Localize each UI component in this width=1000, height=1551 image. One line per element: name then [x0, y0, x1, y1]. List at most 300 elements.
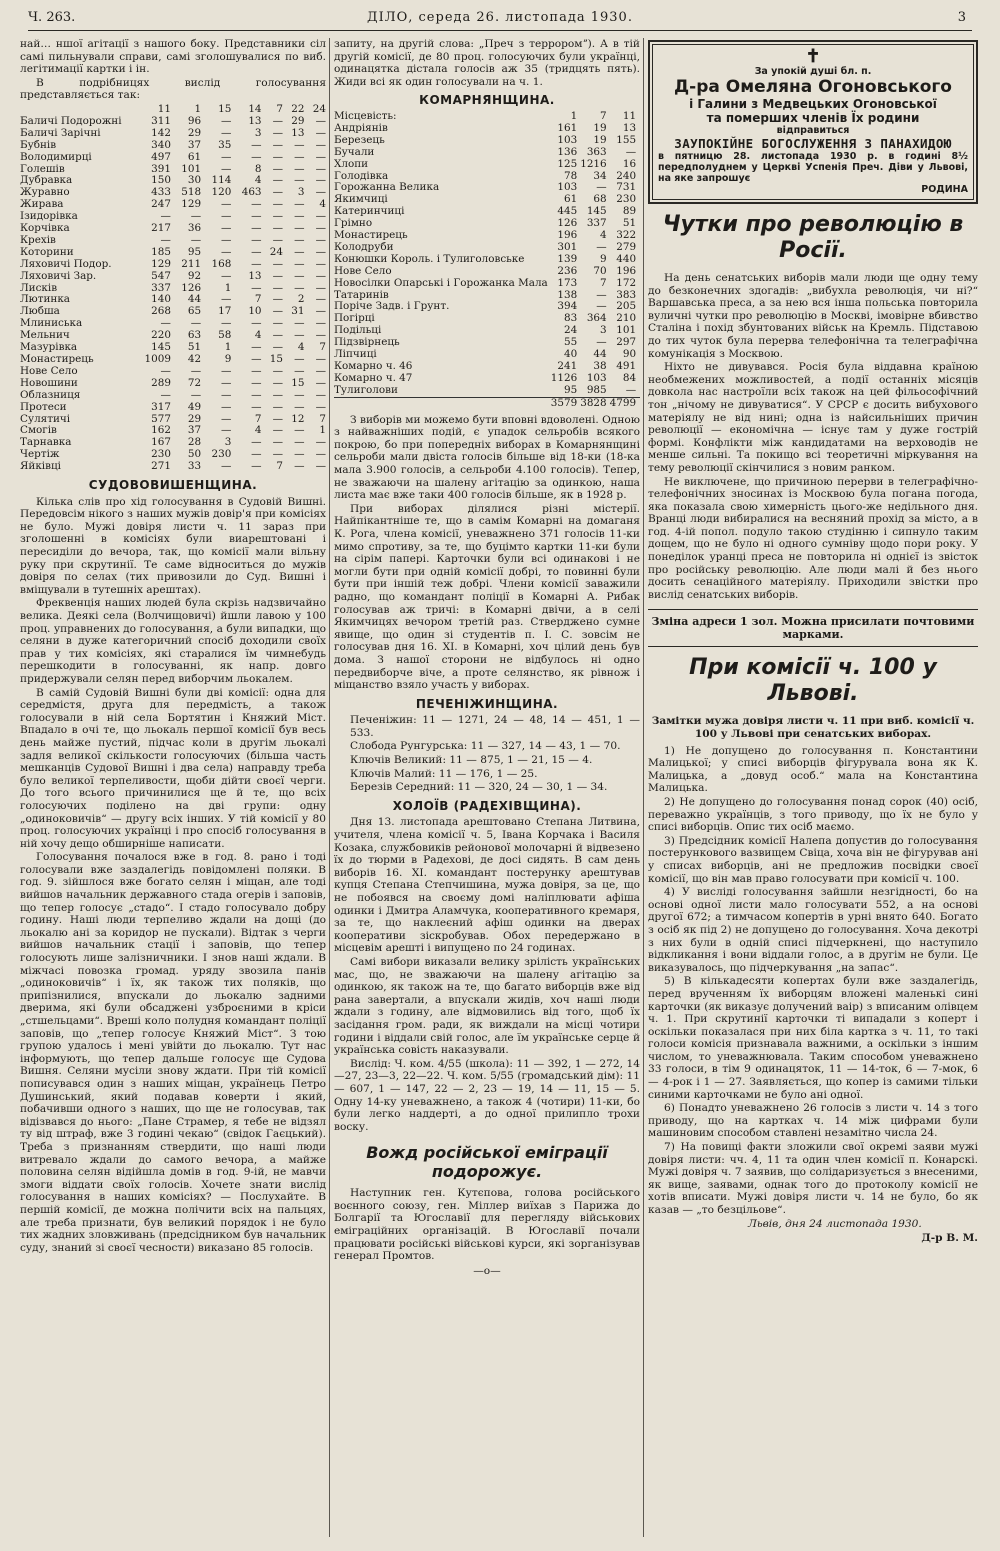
vote-count-cell [636, 111, 640, 123]
obit-intro: За упокій душі бл. п. [754, 66, 872, 77]
vote-count-cell: 301 [557, 240, 578, 253]
column-3 [648, 38, 978, 1539]
vote-count-cell: 167 [151, 436, 171, 449]
vote-count-cell: — [294, 198, 305, 211]
vote-count-cell: 101 [616, 324, 637, 337]
section-title: ПЕЧЕНІЖИНЩИНА. [415, 696, 559, 711]
table-row [334, 123, 640, 135]
vote-count-cell: — [294, 257, 305, 270]
place-name-cell: Чертіж [20, 449, 60, 461]
vote-count-cell: 230 [616, 193, 637, 206]
vote-count-cell: — [625, 383, 637, 396]
vote-count-cell: 9 [224, 353, 232, 365]
vote-count-cell [636, 313, 640, 325]
place-name-cell: Журавно [20, 187, 70, 199]
vote-count-cell: — [294, 460, 305, 473]
vote-count-cell [636, 194, 640, 206]
vote-count-cell: 78 [563, 169, 578, 182]
vote-count-cell: 240 [616, 169, 637, 182]
place-name-cell: Лисків [20, 282, 58, 294]
vote-count-cell: — [272, 436, 284, 449]
vote-count-cell: — [315, 388, 326, 401]
vote-count-cell: 37 [187, 424, 202, 437]
place-name-cell: Татаринів [334, 289, 389, 301]
table-row [20, 271, 326, 283]
vote-count-cell: — [315, 400, 326, 413]
vote-count-cell: 29 [187, 412, 202, 425]
vote-count-cell: 364 [586, 312, 607, 325]
vote-count-cell: 114 [211, 174, 232, 187]
place-name-cell: Комарно ч. 47 [334, 372, 413, 384]
vote-count-cell: — [315, 281, 326, 294]
vote-count-cell: 15 [218, 102, 232, 115]
vote-count-cell: 138 [557, 288, 578, 301]
vote-count-cell: — [220, 400, 232, 413]
vote-count-cell: — [315, 436, 326, 449]
table-row [20, 461, 326, 473]
vote-count-cell: 7 [600, 276, 607, 289]
page-number: 3 [957, 10, 966, 25]
place-name-cell: Катеринчиці [334, 206, 405, 218]
column-1 [20, 38, 326, 1539]
vote-count-cell: 17 [218, 305, 232, 318]
vote-count-cell: 83 [563, 312, 578, 325]
vote-count-cell: — [251, 281, 262, 294]
vote-count-cell: — [220, 388, 232, 401]
table-row [334, 135, 640, 147]
place-name-cell: Мазурівка [20, 342, 78, 354]
vote-count-cell: — [160, 210, 171, 223]
vote-count-cell: 161 [557, 121, 578, 134]
result-line: Слобода Рунгурська: 11 — 327, 14 — 43, 1 — 70. [350, 740, 621, 753]
vote-count-cell [636, 254, 640, 266]
vote-count-cell: — [294, 269, 305, 282]
vote-count-cell: — [251, 353, 262, 365]
vote-count-cell: — [315, 162, 326, 175]
cross-icon: ✝ [805, 46, 821, 67]
place-name-cell: Крехів [20, 234, 56, 246]
vote-count-cell: 38 [593, 360, 607, 372]
column-2 [334, 38, 640, 1539]
vote-count-cell: — [315, 150, 326, 163]
result-line: Березів Середний: 11 — 320, 24 — 30, 1 — 34. [350, 781, 608, 794]
vote-count-cell: — [272, 233, 284, 246]
article-headline: Чутки про революцію в Росії. [662, 212, 964, 263]
vote-count-cell [636, 147, 640, 159]
vote-count-cell: — [315, 245, 326, 258]
obit-name-1: Д-ра Омеляна Огоновського [674, 77, 952, 97]
paragraph: 3) Предсідник комісії Налепа допустив до голосування постерункового вазвищем Свіца, хоча він не фігурував ані у списах виборців, ані не предложив посвідки своєї комісії, що він мав право голосувати при комісії ч. 100. [648, 834, 978, 885]
obituary-notice [648, 40, 978, 204]
vote-count-cell: — [220, 269, 232, 282]
vote-count-cell: 7 [276, 460, 284, 473]
vote-count-cell [636, 230, 640, 242]
vote-count-cell: — [315, 138, 326, 151]
vote-count-cell: — [294, 436, 305, 449]
vote-count-cell: 95 [187, 245, 202, 258]
vote-count-cell: — [272, 293, 284, 306]
place-name-cell: Нове Село [334, 265, 392, 277]
vote-count-cell: 61 [187, 150, 202, 163]
vote-count-cell: 72 [187, 376, 202, 389]
vote-count-cell: 126 [181, 281, 202, 294]
table-row [334, 147, 640, 159]
end-mark: —о— [473, 1264, 501, 1277]
place-name-cell: Володимирці [20, 151, 92, 163]
paragraph: запиту, на другій слова: „Преч з терроромˮ). А в тій другій комісії, де 80 проц. голосуючих були українці, одинацятка дістала голосів аж 35 (тридцять пять). Жиди всі як один голосували на ч. 1. [334, 38, 640, 88]
vote-count-cell: 322 [616, 229, 637, 242]
vote-count-cell: 1 [570, 109, 578, 122]
article-headline: При комісії ч. 100 у Львові. [689, 655, 937, 707]
vote-count-cell: 9 [600, 252, 607, 265]
vote-count-cell: — [315, 448, 326, 461]
place-name-cell: Яйківці [20, 461, 61, 473]
vote-count-cell: 317 [151, 400, 171, 413]
vote-count-cell: — [596, 181, 607, 194]
place-name-cell [334, 397, 548, 409]
table-row [20, 128, 326, 140]
vote-count-cell: 2 [297, 293, 305, 306]
place-name-cell: Ляховичі Зар. [20, 270, 97, 282]
place-name-cell: Нове Село [20, 365, 78, 377]
vote-count-cell: 1 [224, 281, 232, 294]
place-name-cell: Новошини [20, 377, 78, 389]
place-name-cell: Дубравка [20, 175, 73, 187]
vote-count-cell: 289 [151, 376, 171, 389]
vote-count-cell: — [251, 257, 262, 270]
vote-count-cell: 391 [151, 162, 171, 175]
place-name-cell: Березець [334, 134, 385, 146]
result-line: Ключів Великий: 11 — 875, 1 — 21, 15 — 4. [350, 754, 593, 767]
vote-count-cell: 58 [218, 329, 232, 342]
table-row [334, 397, 640, 409]
place-name-cell: Місцевість: [334, 110, 397, 122]
table-row [334, 385, 640, 397]
table-row [20, 116, 326, 128]
vote-count-cell: — [294, 174, 305, 187]
vote-count-cell: 7 [319, 412, 326, 425]
vote-count-cell: — [251, 245, 262, 258]
place-name-cell: Мельнич [20, 330, 70, 342]
vote-count-cell: 3 [254, 126, 262, 139]
vote-count-cell: — [315, 293, 326, 306]
vote-count-cell [636, 218, 640, 230]
vote-count-cell: — [315, 174, 326, 187]
place-name-cell: Погірці [334, 313, 375, 325]
place-name-cell: Облазниця [20, 389, 81, 401]
vote-count-cell: — [272, 186, 284, 199]
place-name-cell: Поріче Задв. і Грунт. [334, 301, 450, 313]
place-name-cell: Колодруби [334, 241, 394, 253]
vote-count-cell: — [315, 364, 326, 377]
result-line: Печеніжин: 11 — 1271, 24 — 48, 14 — 451, 1 — 533. [350, 714, 640, 739]
place-name-cell: Ізидорівка [20, 211, 78, 223]
table-row [20, 247, 326, 259]
vote-count-cell [636, 123, 640, 135]
vote-count-cell: 31 [291, 305, 305, 318]
vote-count-cell: — [272, 269, 284, 282]
vote-count-cell: — [251, 222, 262, 235]
vote-count-cell: 68 [593, 193, 607, 206]
vote-count-cell: 337 [586, 217, 607, 230]
vote-count-cell: 577 [151, 412, 171, 425]
vote-count-cell: 61 [563, 193, 578, 206]
vote-count-cell: 196 [557, 229, 578, 242]
place-name-cell: Подільці [334, 325, 382, 337]
paragraph: 1) Не допущено до голосування п. Константини Малицької; у списі виборців фігурувала вона як К. Малицька, а „довуд особ.“ мала на Константина Малицька. [648, 744, 978, 795]
vote-count-cell: — [315, 222, 326, 235]
vote-count-cell: 247 [151, 198, 171, 211]
vote-count-cell: — [272, 305, 284, 318]
vote-count-cell: — [315, 114, 326, 127]
vote-count-cell: 491 [616, 360, 637, 372]
vote-count-cell: — [272, 400, 284, 413]
vote-count-cell: — [272, 198, 284, 211]
vote-count-cell: — [272, 257, 284, 270]
vote-count-cell: — [272, 376, 284, 389]
place-name-cell: Андріянів [334, 122, 388, 134]
vote-count-cell: 150 [151, 174, 171, 187]
vote-count-cell: 7 [276, 102, 284, 115]
vote-count-cell: — [272, 424, 284, 437]
results-table-1 [20, 104, 326, 473]
vote-count-cell: 22 [291, 102, 305, 115]
vote-count-cell [636, 266, 640, 278]
vote-count-cell: 7 [319, 341, 326, 354]
vote-count-cell: 24 [312, 102, 326, 115]
paragraph: 7) На повищі факти зложили свої окремі заяви мужі довіря листи: чч. 4, 11 та один член комісії п. Конарскі. Мужі довіря ч. 7 заявив, що солідаризується з внесеними, як вище, заявами, однак того до протоколу комісії не хотів вписати. Мужі довіря листи ч. 14 не було, бо як казав — „то безцільове“. [648, 1141, 978, 1216]
vote-count-cell: 139 [557, 252, 578, 265]
results-table-2 [334, 111, 640, 410]
vote-count-cell: 1 [224, 341, 232, 354]
vote-count-cell: 8 [254, 162, 262, 175]
vote-count-cell: — [220, 245, 232, 258]
vote-count-cell: 311 [151, 114, 171, 127]
vote-count-cell: — [220, 222, 232, 235]
vote-count-cell: — [315, 186, 326, 199]
vote-count-cell: 90 [622, 348, 637, 361]
vote-count-cell: — [272, 281, 284, 294]
vote-count-cell: 7 [600, 109, 607, 122]
vote-count-cell: 51 [187, 341, 202, 354]
vote-count-cell: — [160, 233, 171, 246]
vote-count-cell: 103 [586, 371, 607, 384]
vote-count-cell: — [294, 364, 305, 377]
vote-count-cell: 731 [616, 181, 637, 194]
vote-count-cell: — [294, 400, 305, 413]
place-name-cell [20, 104, 132, 116]
place-name-cell: Протеси [20, 401, 67, 413]
newspaper-dateline: ДІЛО, середа 26. листопада 1930. [367, 10, 633, 25]
table-row [20, 378, 326, 390]
result-line: Ключів Малий: 11 — 176, 1 — 25. [350, 767, 538, 780]
vote-count-cell: 1 [319, 424, 326, 437]
paragraph: В подрібницях вислід голосування представляється так: [20, 76, 326, 102]
table-row [334, 278, 640, 290]
vote-count-cell: 49 [187, 400, 202, 413]
vote-count-cell: 136 [557, 145, 578, 158]
vote-count-cell: 1009 [144, 353, 171, 365]
table-row [334, 171, 640, 183]
vote-count-cell: 129 [151, 257, 171, 270]
vote-count-cell: 4 [319, 198, 326, 211]
vote-count-cell: — [251, 460, 262, 473]
column-rule [329, 38, 330, 1537]
vote-count-cell: 196 [616, 264, 637, 277]
paragraph: Голосування почалося вже в год. 8. рано і тоді голосували вже заздалегідь повідомлені поляки. В год. 9. зійшлося вже богато селян і міщан, але тоді вийшов начальник державного стада огерів і заповів, що тепер голосує „стадо“. І стадо голосувало добру годину. Наші люди терпеливо ждали на дощі (до льокалю ані за коридор не пускали). Відтак з черги вийшов начальник стації і заповів, що тепер голосують лише залізничники. І знов наші ждали. В міжчасі повозка громад. уряду звозила панів „одиноковичів“ і їх, як також тих поляків, що припізнилися, впускали до льокалю задними дверима, які були обсаджені узброєними в кріси „стшельцами“. Вреші коло полудня командант поліції заповів, що „тепер голосує Княжий Міст“. З тою групою удалось і мені увійти до льокалю. Тут нас інформують, що тепер дальше голосує ще Судова Вишня. Селяни мусіли знову ждати. При тій комісії пописувався один з наших міщан, українець Петро Душинський, який подавав коверти і який, побачивши одного з наших, що ще не голосував, так відізвався до нього: „Пане Страмер, я тебе не відзял ту від штраф, вже 3 годині чекаю“ (свідок Гаєцький). Треба з признанням ствердити, що наші люди витревало ждали до самого вечора, а майже половина селян відійшла домів в год. 9-ій, не мавчи змоги віддати своїх голосів. Хочете знати вислід голосування в наших комісіях? — Послухайте. В першій комісії, де можна полічити всіх на пальцях, але треба признати, був великий порядок і не було тих жадних зловживань (предсідником був начальник суду, знаний зі своєї чесности) виказано 85 голосів. [20, 851, 326, 1254]
vote-count-cell: — [294, 233, 305, 246]
vote-count-cell: — [272, 329, 284, 342]
vote-count-cell: 10 [248, 305, 262, 318]
vote-count-cell: 433 [151, 186, 171, 199]
vote-count-cell: — [272, 412, 284, 425]
vote-count-cell: 126 [557, 217, 578, 230]
section-title: ХОЛОЇВ (РАДЕХІВЩИНА). [392, 798, 582, 813]
vote-count-cell: 96 [187, 114, 202, 127]
vote-count-cell: 33 [187, 460, 202, 473]
place-name-cell: Смогів [20, 425, 57, 437]
table-row [334, 290, 640, 302]
vote-count-cell: 241 [557, 360, 578, 372]
vote-count-cell: 271 [151, 460, 171, 473]
vote-count-cell: 24 [269, 245, 284, 258]
vote-count-cell: 518 [181, 186, 202, 199]
vote-count-cell [636, 171, 640, 183]
vote-count-cell: — [251, 448, 262, 461]
vote-count-cell: 155 [616, 133, 637, 146]
vote-count-cell: — [220, 150, 232, 163]
vote-count-cell: — [315, 210, 326, 223]
vote-count-cell: — [315, 329, 326, 342]
vote-count-cell: — [190, 233, 202, 246]
vote-count-cell: — [272, 341, 284, 354]
vote-count-cell: — [315, 460, 326, 473]
vote-count-cell: 29 [187, 126, 202, 139]
column-rule [643, 38, 644, 1537]
vote-count-cell: 463 [241, 186, 262, 199]
paragraph: най… ншої агітації з нашого боку. Представники сіл самі пильнували справи, самі зголошувалися по виб. легітимації картки і ін. [20, 38, 326, 76]
vote-count-cell: — [220, 376, 232, 389]
vote-count-cell: — [220, 460, 232, 473]
vote-count-cell: 217 [151, 222, 171, 235]
paragraph: Ніхто не дивувався. Росія була віддавна країною необмежених можливостей, а події останніх місяців довкола нас настроїли всіх також на цей фільософічний тон „нічому не дивуватися“. У СРСР є досить вибухового матеріялу не від нині; одна із найсильніших причин революції — економічна — існує там у дуже гострій формі. Конфлікти між кандидатами на верховодів не менше сильні. Та покищо всі теоретичні міркування на тему революції скінчилися з новим ранком. [648, 361, 978, 474]
place-name-cell: Бубнів [20, 139, 57, 151]
vote-count-cell: 44 [593, 348, 607, 361]
vote-count-cell: 63 [187, 329, 202, 342]
vote-count-cell: 13 [248, 269, 262, 282]
vote-count-cell: — [272, 448, 284, 461]
vote-count-cell: — [272, 150, 284, 163]
vote-count-cell: — [251, 150, 262, 163]
vote-count-cell: 55 [563, 336, 578, 349]
vote-count-cell: — [251, 341, 262, 354]
table-row [334, 266, 640, 278]
vote-count-cell: 3 [600, 324, 607, 337]
vote-count-cell: 12 [291, 412, 305, 425]
table-row [334, 254, 640, 266]
place-name-cell: Голодівка [334, 170, 389, 182]
vote-count-cell: 1 [194, 102, 202, 115]
vote-count-cell: 11 [622, 109, 637, 122]
vote-count-cell: 394 [557, 300, 578, 313]
vote-count-cell: — [220, 424, 232, 437]
vote-count-cell: 92 [187, 269, 202, 282]
vote-count-cell: 13 [248, 114, 262, 127]
vote-count-cell: 7 [254, 293, 262, 306]
vote-count-cell: — [220, 364, 232, 377]
address-change-notice: Зміна адреси 1 зол. Можна присилати почтовими марками. [648, 609, 978, 647]
vote-count-cell: — [272, 364, 284, 377]
paragraph: Самі вибори виказали велику зрілість українських мас, що, не зважаючи на шалену агітацію за одинкою, як також на те, що багато виборців вже від рана завертали, а впускали жидів, хоч наші люди ждали з годину, але відмовились від того, щоб їх засідання гром. ради, як виждали на місці чотири години і віддали свій голос, але їм українське серце й українська совість наказували. [334, 955, 640, 1057]
vote-count-cell: — [294, 317, 305, 330]
vote-count-cell: 268 [151, 305, 171, 318]
place-name-cell: Лютинка [20, 294, 71, 306]
vote-count-cell: — [294, 281, 305, 294]
vote-count-cell: 24 [563, 324, 578, 337]
vote-count-cell: 440 [616, 252, 637, 265]
vote-count-cell: — [315, 257, 326, 270]
vote-count-cell: 297 [616, 336, 637, 349]
vote-count-cell: 19 [593, 121, 607, 134]
vote-count-cell: 29 [291, 114, 305, 127]
vote-count-cell: — [294, 222, 305, 235]
vote-count-cell: 383 [616, 288, 637, 301]
paragraph: З виборів ми можемо бути вповні вдоволені. Одною з найважніших подій, є упадок сельробів всякого покрою, бо при попередніх виборах в Комарнянщині сельроби мали двіста голосів більше від 18-ки (18-ка мала 3.900 голосів, а сельроби 4.100 голосів). Тепер, не зважаючи на шалену агітацію за одинкою, наша листа має вже таки 400 голосів більше, як в 1928 р. [334, 413, 640, 502]
vote-count-cell: — [315, 317, 326, 330]
vote-count-cell: — [251, 364, 262, 377]
obit-details: в пятницю 28. листопада 1930 р. в годині 8½ передполуднем у Церкві Успенія Преч. Діви у Львові, на яке запрошує [658, 151, 968, 184]
vote-count-cell: — [220, 293, 232, 306]
vote-count-cell: 4 [254, 424, 262, 437]
vote-count-cell: — [596, 288, 607, 301]
vote-count-cell: 140 [151, 293, 171, 306]
vote-count-cell: — [220, 114, 232, 127]
place-name-cell: Монастирець [334, 230, 408, 242]
place-name-cell: Новосілки Опарські і Горожанка Мала [334, 277, 548, 289]
paragraph: 6) Понадто уневажнено 26 голосів з листи ч. 14 з того приводу, що на картках ч. 14 між цифрами були машиновим способом ставлені незамітно числа 24. [648, 1102, 978, 1140]
paragraph: 5) В кількадесяти копертах були вже заздалегідь, перед врученням їх виборцям вложені маленькі сині карточки (як виказує долучений ваір) з вписаним олівцем ч. 1. При скрутинії карточки ті випадали з коперт і оскільки показалася при них біла картка з ч. 11, то такі голоси комісія признавала важними, а оскільки з іншим числом, то уневажнювала. Таким способом уневажнено 33 голоси, в тім 9 одинацяток, 11 — 14-ток, 6 — 7-мок, 6 — 4-рок і 1 — 27. Заявляється, що копер із самими тільки синими карточками не було ані одної. [648, 975, 978, 1101]
vote-count-cell: 84 [622, 371, 637, 384]
vote-count-cell: 445 [557, 205, 578, 218]
table-row [334, 242, 640, 254]
vote-count-cell: 340 [151, 138, 171, 151]
place-name-cell: Ліпчиці [334, 349, 377, 361]
vote-count-cell: 210 [616, 312, 637, 325]
vote-count-cell [636, 159, 640, 171]
vote-count-cell: — [160, 388, 171, 401]
paragraph: 2) Не допущено до голосування понад сорок (40) осіб, переважно українців, з того приводу, що їх не було у списі виборців. Опис тих осіб маємо. [648, 796, 978, 834]
paragraph: На день сенатських виборів мали люди ще одну тему до безконечних здогадів: „вибухла революція, чи ні?“ Варшавська преса, а за нею вся інша польська повторила вуличні чутки про революцію в Москві, імовірне вбивство Сталіна і похід збунтованих військ на Кремль. Підставою до тих чуток була перерва телефонічна та телеграфічна комунікація з Москвою. [648, 272, 978, 360]
vote-count-cell: — [272, 388, 284, 401]
place-name-cell: Корчівка [20, 223, 70, 235]
place-name-cell: Тулиголови [334, 384, 398, 396]
vote-count-cell: — [294, 353, 305, 365]
table-row [334, 230, 640, 242]
vote-count-cell [636, 349, 640, 361]
paragraph: Вислід: Ч. ком. 4/55 (школа): 11 — 392, 1 — 272, 14—27, 23—3, 22—22. Ч. ком. 5/55 (громадський дім): 11 — 607, 1 — 147, 22 — 2, 23 — 19, 14 — 11, 15 — 5. Одну 14-ку уневажнено, а також 4 (чотири) 11-ки, бо були легко наддерті, а до одної прилипло трохи воску. [334, 1057, 640, 1133]
vote-count-cell: — [294, 138, 305, 151]
vote-count-cell [636, 290, 640, 302]
vote-count-cell: 363 [586, 145, 607, 158]
vote-count-cell: — [272, 126, 284, 139]
vote-count-cell: — [251, 400, 262, 413]
place-name-cell: Якимчиці [334, 194, 388, 206]
vote-count-cell: 142 [151, 126, 171, 139]
vote-count-cell: 36 [187, 222, 202, 235]
vote-count-cell: 42 [187, 353, 202, 365]
place-name-cell: Конюшки Король. і Тулиголовське [334, 253, 525, 265]
vote-count-cell: 16 [622, 157, 637, 170]
